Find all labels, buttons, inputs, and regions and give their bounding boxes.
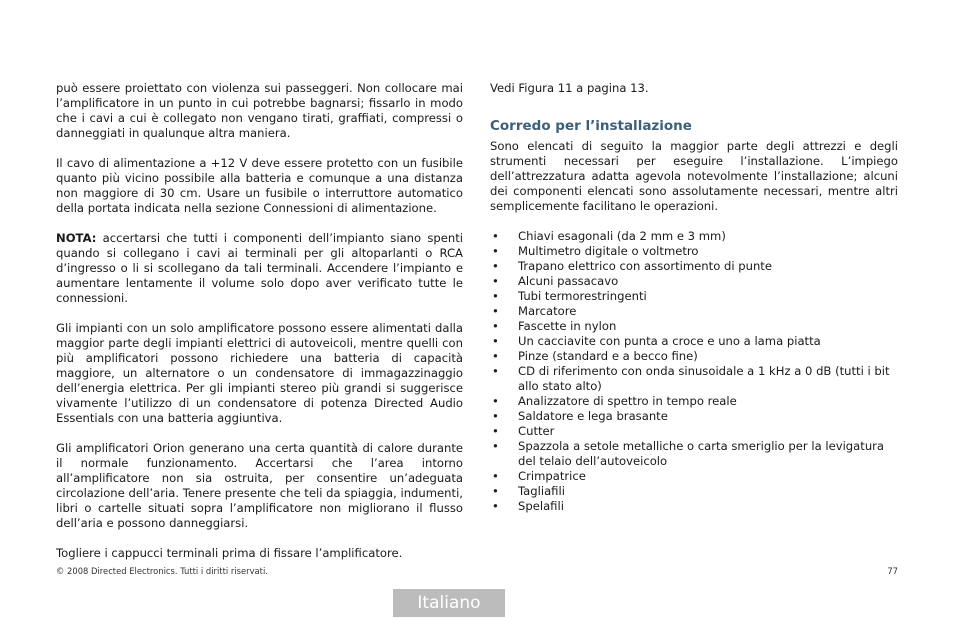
- section-heading: Corredo per l’installazione: [490, 118, 692, 134]
- tool-label: Tubi termorestringenti: [518, 289, 647, 303]
- language-tab: Italiano: [393, 589, 505, 617]
- tool-list-item: [490, 229, 898, 244]
- tool-label: Alcuni passacavo: [518, 274, 619, 288]
- bullet-icon: •: [492, 259, 499, 273]
- tools-list: [490, 229, 898, 514]
- copyright-notice: © 2008 Directed Electronics. Tutti i diritti riservati.: [56, 566, 268, 576]
- note-label: NOTA:: [56, 231, 97, 245]
- tool-label: Trapano elettrico con assortimento di punte: [518, 259, 772, 273]
- bullet-icon: •: [492, 484, 499, 498]
- tool-list-item: [490, 469, 898, 484]
- tool-label: Spazzola a setole metalliche o carta smeriglio per la levigatura del telaio dell’autoveicolo: [518, 439, 885, 468]
- paragraph-power-requirements: Gli impianti con un solo amplificatore possono essere alimentati dalla maggior parte degli impianti elettrici di autoveicoli, mentre quelli con più amplificatori possono richiedere una batteria di capacità maggiore, un alternatore o un condensatore di immagazzinaggio dell’energia elettrica. Per gli impianti stereo più grandi si suggerisce vivamente l’utilizzo di un condensatore di potenza Directed Audio Essentials con una batteria aggiuntiva.: [56, 321, 463, 425]
- tool-label: Tagliafili: [518, 484, 565, 498]
- bullet-icon: •: [492, 274, 499, 288]
- bullet-icon: •: [492, 439, 499, 453]
- tool-list-item: [490, 289, 898, 304]
- tool-label: Marcatore: [518, 304, 577, 318]
- bullet-icon: •: [492, 334, 499, 348]
- bullet-icon: •: [492, 424, 499, 438]
- bullet-icon: •: [492, 364, 499, 378]
- figure-reference: Vedi Figura 11 a pagina 13.: [490, 81, 649, 95]
- tool-list-item: [490, 484, 898, 499]
- tool-label: Pinze (standard e a becco fine): [518, 349, 698, 363]
- paragraph-heat-ventilation: Gli amplificatori Orion generano una certa quantità di calore durante il normale funzionamento. Accertarsi che l’area intorno all’amplificatore non sia ostruita, per consentire un’adeguata circolazione dell’aria. Tenere presente che teli da spiaggia, indumenti, libri o cartelle situati sopra l’amplificatore non migliorano il flusso dell’aria e possono danneggiarsi.: [56, 441, 463, 530]
- paragraph-power-cable-fuse: Il cavo di alimentazione a +12 V deve essere protetto con un fusibile quanto più vicino possibile alla batteria e comunque a una distanza non maggiore di 30 cm. Usare un fusibile o interruttore automatico della portata indicata nella sezione Connessioni di alimentazione.: [56, 156, 463, 215]
- bullet-icon: •: [492, 409, 499, 423]
- tools-intro: Sono elencati di seguito la maggior parte degli attrezzi e degli strumenti necessari per eseguire l’installazione. L’impiego dell’attrezzatura adatta agevola notevolmente l’installazione; alcuni dei componenti elencati sono assolutamente necessari, mentre altri semplicemente facilitano le operazioni.: [490, 139, 898, 213]
- tool-list-item: [490, 244, 898, 259]
- paragraph-note: [56, 231, 463, 306]
- tool-label: Spelafili: [518, 499, 564, 513]
- tool-list-item: [490, 259, 898, 274]
- bullet-icon: •: [492, 349, 499, 363]
- bullet-icon: •: [492, 469, 499, 483]
- bullet-icon: •: [492, 499, 499, 513]
- tool-label: Cutter: [518, 424, 555, 438]
- tool-label: Analizzatore di spettro in tempo reale: [518, 394, 737, 408]
- tool-label: Chiavi esagonali (da 2 mm e 3 mm): [518, 229, 726, 243]
- bullet-icon: •: [492, 244, 499, 258]
- tool-label: Fascette in nylon: [518, 319, 617, 333]
- right-column: [490, 81, 898, 514]
- tool-label: Crimpatrice: [518, 469, 586, 483]
- tool-list-item: [490, 319, 898, 334]
- tool-list-item: [490, 349, 898, 364]
- bullet-icon: •: [492, 304, 499, 318]
- tool-list-item: [490, 334, 898, 349]
- tool-list-item: [490, 439, 898, 469]
- tool-list-item: [490, 274, 898, 289]
- paragraph-installation-safety: può essere proiettato con violenza sui passeggeri. Non collocare mai l’amplificatore in un punto in cui potrebbe bagnarsi; fissarlo in modo che i cavi a cui è collegato non vengano tirati, graffiati, compressi o danneggiati in qualunque altra maniera.: [56, 81, 463, 140]
- tool-list-item: [490, 424, 898, 439]
- tool-list-item: [490, 499, 898, 514]
- tool-label: CD di riferimento con onda sinusoidale a 1 kHz a 0 dB (tutti i bit allo stato alto): [518, 364, 890, 393]
- tool-list-item: [490, 409, 898, 424]
- bullet-icon: •: [492, 229, 499, 243]
- tool-label: Multimetro digitale o voltmetro: [518, 244, 699, 258]
- tool-label: Saldatore e lega brasante: [518, 409, 668, 423]
- bullet-icon: •: [492, 289, 499, 303]
- tool-list-item: [490, 394, 898, 409]
- tool-list-item: [490, 304, 898, 319]
- tool-label: Un cacciavite con punta a croce e uno a lama piatta: [518, 334, 821, 348]
- bullet-icon: •: [492, 319, 499, 333]
- tool-list-item: [490, 364, 898, 394]
- page-number: 77: [887, 566, 898, 576]
- left-column: [56, 81, 463, 561]
- paragraph-terminal-caps: Togliere i cappucci terminali prima di fissare l’amplificatore.: [56, 546, 403, 560]
- bullet-icon: •: [492, 394, 499, 408]
- note-text: accertarsi che tutti i componenti dell’impianto siano spenti quando si collegano i cavi ai terminali per gli altoparlanti o RCA d’ingresso o li si scollegano da tali terminali. Accendere l’impianto e aumentare lentamente il volume solo dopo aver verificato tutte le connessioni.: [56, 231, 463, 305]
